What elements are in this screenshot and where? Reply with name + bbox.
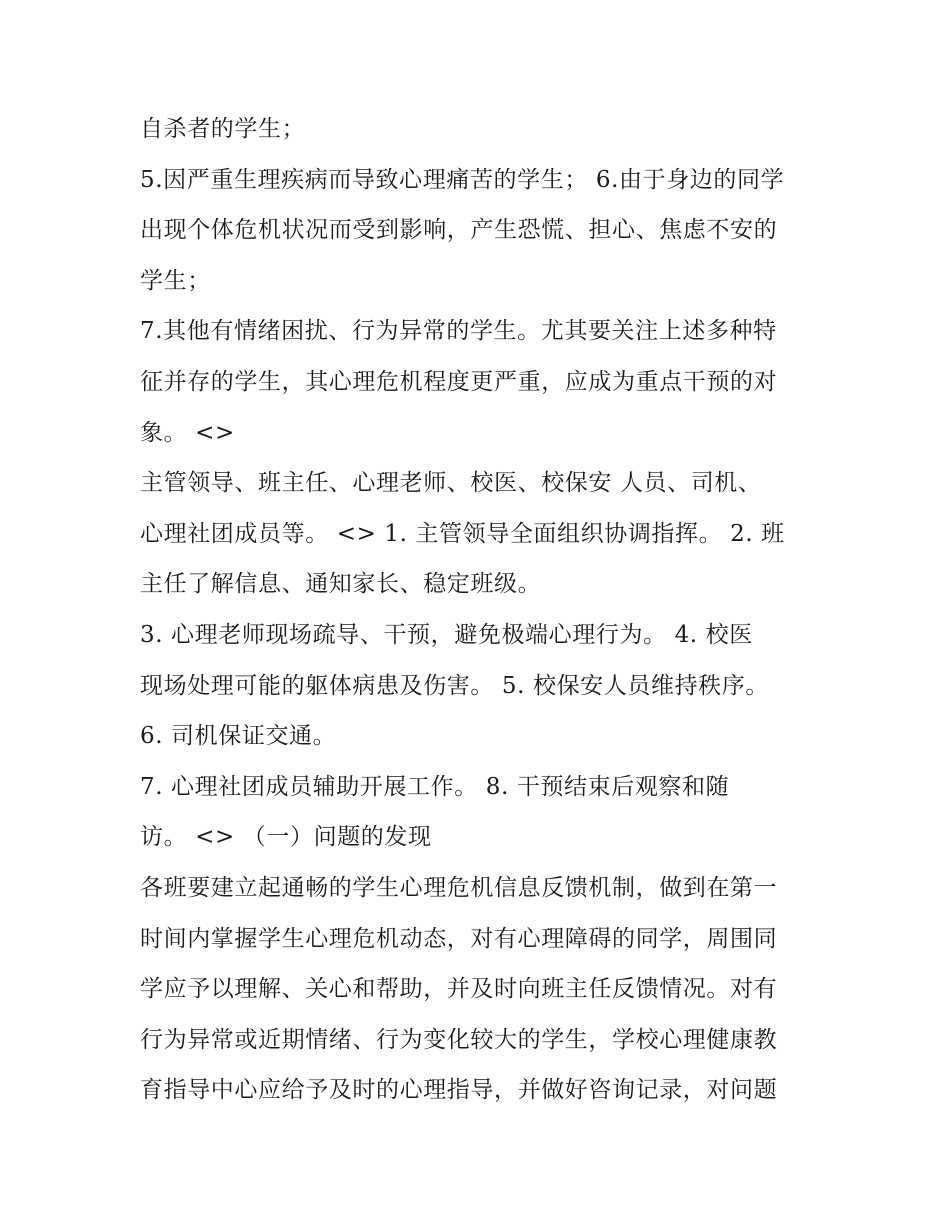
text-line: 象。 <> bbox=[140, 419, 235, 446]
text-line: 学生； bbox=[140, 267, 211, 294]
text-line: 3. 心理老师现场疏导、干预，避免极端心理行为。 4. 校医 bbox=[140, 621, 753, 648]
text-line: 行为异常或近期情绪、行为变化较大的学生，学校心理健康教 bbox=[140, 1026, 778, 1053]
text-line: 访。 <> （一）问题的发现 bbox=[140, 824, 432, 851]
text-line: 育指导中心应给予及时的心理指导，并做好咨询记录，对问题 bbox=[140, 1077, 778, 1104]
text-line: 现场处理可能的躯体病患及伤害。 5. 校保安人员维持秩序。 bbox=[140, 672, 769, 699]
text-line: 6. 司机保证交通。 bbox=[140, 723, 337, 750]
text-line: 学应予以理解、关心和帮助，并及时向班主任反馈情况。对有 bbox=[140, 976, 778, 1003]
text-line: 主任了解信息、通知家长、稳定班级。 bbox=[140, 571, 542, 598]
text-line: 7.其他有情绪困扰、行为异常的学生。尤其要关注上述多种特 bbox=[140, 318, 777, 345]
text-line: 各班要建立起通畅的学生心理危机信息反馈机制，做到在第一 bbox=[140, 874, 778, 901]
text-line: 征并存的学生，其心理危机程度更严重，应成为重点干预的对 bbox=[140, 368, 778, 395]
text-line: 出现个体危机状况而受到影响，产生恐慌、担心、焦虑不安的 bbox=[140, 217, 778, 244]
text-line: 心理社团成员等。 <> 1. 主管领导全面组织协调指挥。 2. 班 bbox=[140, 520, 785, 547]
text-line: 自杀者的学生； bbox=[140, 116, 306, 142]
text-line: 5.因严重生理疾病而导致心理痛苦的学生； 6.由于身边的同学 bbox=[140, 166, 785, 193]
text-line: 主管领导、班主任、心理老师、校医、校保安 人员、司机、 bbox=[140, 470, 762, 497]
text-line: 7. 心理社团成员辅助开展工作。 8. 干预结束后观察和随 bbox=[140, 773, 730, 800]
document-body bbox=[140, 104, 820, 1116]
text-line: 时间内掌握学生心理危机动态，对有心理障碍的同学，周围同 bbox=[140, 925, 778, 952]
